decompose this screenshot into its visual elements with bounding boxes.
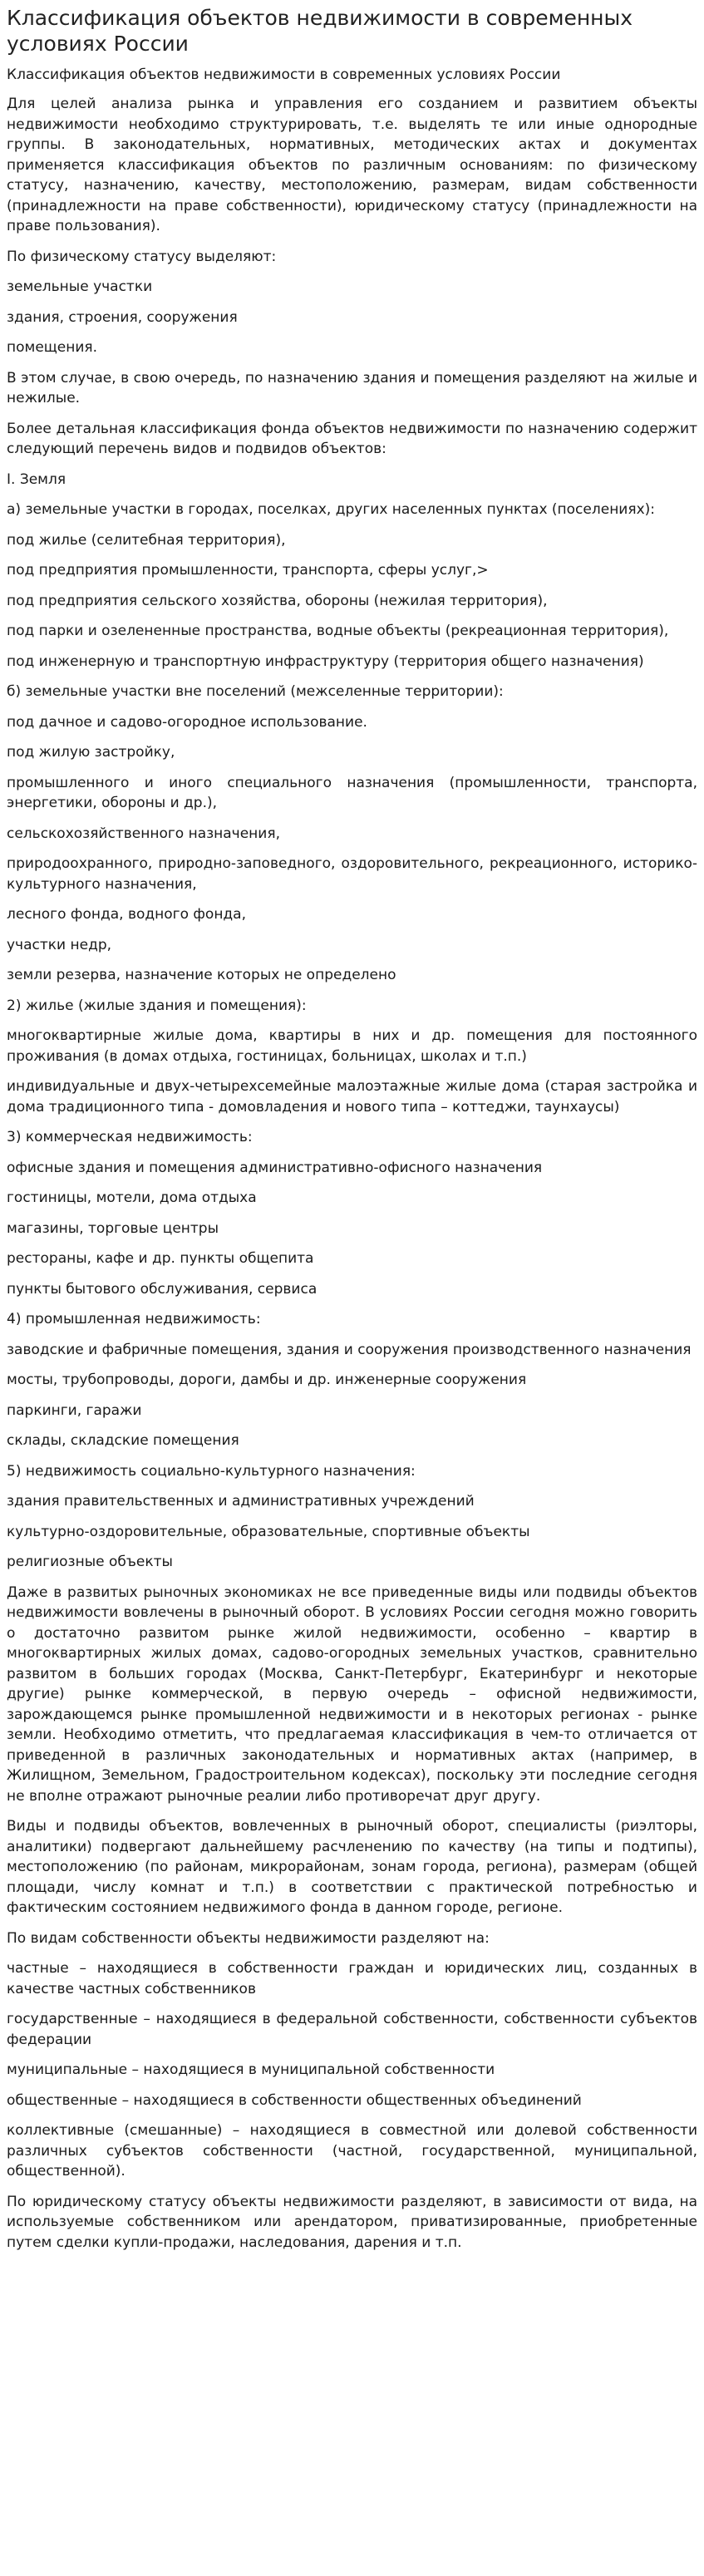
paragraph: I. Земля [7,470,66,488]
paragraph: под инженерную и транспортную инфраструктуру (территория общего назначения) [7,653,644,670]
paragraph: здания правительственных и административных учреждений [7,1493,475,1510]
paragraph: По юридическому статусу объекты недвижимости разделяют, в зависимости от вида, на используемые собственником или арендатором, приватизированные, приобретенные путем сделки купли-продажи, наследования, дарения и т.п. [7,2193,697,2251]
paragraph: По видам собственности объекты недвижимости разделяют на: [7,1929,490,1947]
paragraph: склады, складские помещения [7,1432,239,1449]
paragraph: помещения. [7,339,98,356]
paragraph: мосты, трубопроводы, дороги, дамбы и др. инженерные сооружения [7,1372,527,1388]
paragraph: 2) жилье (жилые здания и помещения): [7,997,307,1014]
paragraph: природоохранного, природно-заповедного, оздоровительного, рекреационного, историко-культурного назначения, [7,855,697,893]
paragraph: частные – находящиеся в собственности граждан и юридических лиц, созданных в качестве частных собственников [7,1960,697,1997]
paragraph: По физическому статусу выделяют: [7,248,277,265]
paragraph: 3) коммерческая недвижимость: [7,1129,253,1145]
paragraph: Для целей анализа рынка и управления его созданием и развитием объекты недвижимости необходимо структурировать, т.е. выделять те или иные однородные группы. В законодательных, нормативных, методических актах и документах применяется классификация объектов по различным основаниям: по физическому статусу, назначению, качеству, местоположению, размерам, видам собственности (принадлежности на праве собственности), юридическому статусу (принадлежности на праве пользования). [7,96,697,234]
paragraph: под дачное и садово-огородное использование. [7,713,367,731]
paragraph: многоквартирные жилые дома, квартиры в них и др. помещения для постоянного проживания (в домах отдыха, гостиницах, больницах, школах и т.п.) [7,1027,697,1065]
paragraph: Более детальная классификация фонда объектов недвижимости по назначению содержит следующий перечень видов и подвидов объектов: [7,420,697,457]
paragraph: промышленного и иного специального назначения (промышленности, транспорта, энергетики, обороны и др.), [7,774,697,811]
paragraph: под парки и озелененные пространства, водные объекты (рекреационная территория), [7,623,669,639]
paragraph: заводские и фабричные помещения, здания и сооружения производственного назначения [7,1341,692,1358]
document-subtitle: Классификация объектов недвижимости в современных условиях России [7,66,561,83]
paragraph: под предприятия сельского хозяйства, обороны (нежилая территория), [7,592,548,609]
paragraph: под предприятия промышленности, транспорта, сферы услуг,> [7,562,489,579]
paragraph: коллективные (смешанные) – находящиеся в совместной или долевой собственности различных субъектов собственности (частной, государственной, муниципальной, общественной). [7,2122,697,2180]
paragraph: индивидуальные и двух-четырехсемейные малоэтажные жилые дома (старая застройка и дома традиционного типа - домовладения и нового типа – коттеджи, таунхаусы) [7,1078,697,1116]
paragraph: государственные – находящиеся в федеральной собственности, собственности субъектов федерации [7,2011,697,2048]
paragraph: культурно-оздоровительные, образовательные, спортивные объекты [7,1523,530,1540]
paragraph: под жилую застройку, [7,744,175,761]
document-body [7,94,697,2253]
paragraph: религиозные объекты [7,1554,173,1570]
paragraph: 5) недвижимость социально-культурного назначения: [7,1462,416,1480]
paragraph: В этом случае, в свою очередь, по назначению здания и помещения разделяют на жилые и нежилые. [7,369,697,406]
paragraph: земельные участки [7,278,153,295]
paragraph: б) земельные участки вне поселений (межселенные территории): [7,683,504,700]
paragraph: земли резерва, назначение которых не определено [7,967,396,983]
paragraph: под жилье (селитебная территория), [7,531,286,549]
paragraph: 4) промышленная недвижимость: [7,1311,261,1327]
paragraph: здания, строения, сооружения [7,308,238,326]
paragraph: рестораны, кафе и др. пункты общепита [7,1250,314,1267]
paragraph: лесного фонда, водного фонда, [7,906,247,923]
paragraph: муниципальные – находящиеся в муниципальной собственности [7,2061,495,2078]
paragraph: Даже в развитых рыночных экономиках не все приведенные виды или подвиды объектов недвижимости вовлечены в рыночный оборот. В условиях России сегодня можно говорить о достаточно развитом рынке жилой недвижимости, особенно – квартир в многоквартирных жилых домах, садово-огородных земельных участков, сравнительно развитом в больших городах (Москва, Санкт-Петербург, Екатеринбург и некоторые другие) рынке коммерческой, в первую очередь – офисной недвижимости, зарождающемся рынке промышленной недвижимости и в некоторых регионах - рынке земли. Необходимо отметить, что предлагаемая классификация в чем-то отличается от приведенной в различных законодательных и нормативных актах (например, в Жилищном, Земельном, Градостроительном кодексах), поскольку эти последние сегодня не вполне отражают рыночные реалии либо противоречат друг другу. [7,1584,697,1805]
paragraph: паркинги, гаражи [7,1401,142,1419]
paragraph: офисные здания и помещения административно-офисного назначения [7,1159,543,1176]
paragraph: участки недр, [7,936,112,953]
paragraph: сельскохозяйственного назначения, [7,825,280,842]
paragraph: гостиницы, мотели, дома отдыха [7,1189,257,1206]
paragraph: общественные – находящиеся в собственности общественных объединений [7,2091,582,2109]
paragraph: магазины, торговые центры [7,1219,219,1237]
page-title: Классификация объектов недвижимости в современных условиях России [7,6,633,56]
paragraph: пункты бытового обслуживания, сервиса [7,1280,318,1298]
paragraph: Виды и подвиды объектов, вовлеченных в рыночный оборот, специалисты (риэлторы, аналитики) подвергают дальнейшему расчленению по качеству (на типы и подтипы), местоположению (по районам, микрорайонам, зонам города, региона), размерам (общей площади, числу комнат и т.п.) в соответствии с практической потребностью и фактическим состоянием недвижимого фонда в данном городе, регионе. [7,1818,697,1916]
paragraph: а) земельные участки в городах, поселках, других населенных пунктах (поселениях): [7,501,655,518]
